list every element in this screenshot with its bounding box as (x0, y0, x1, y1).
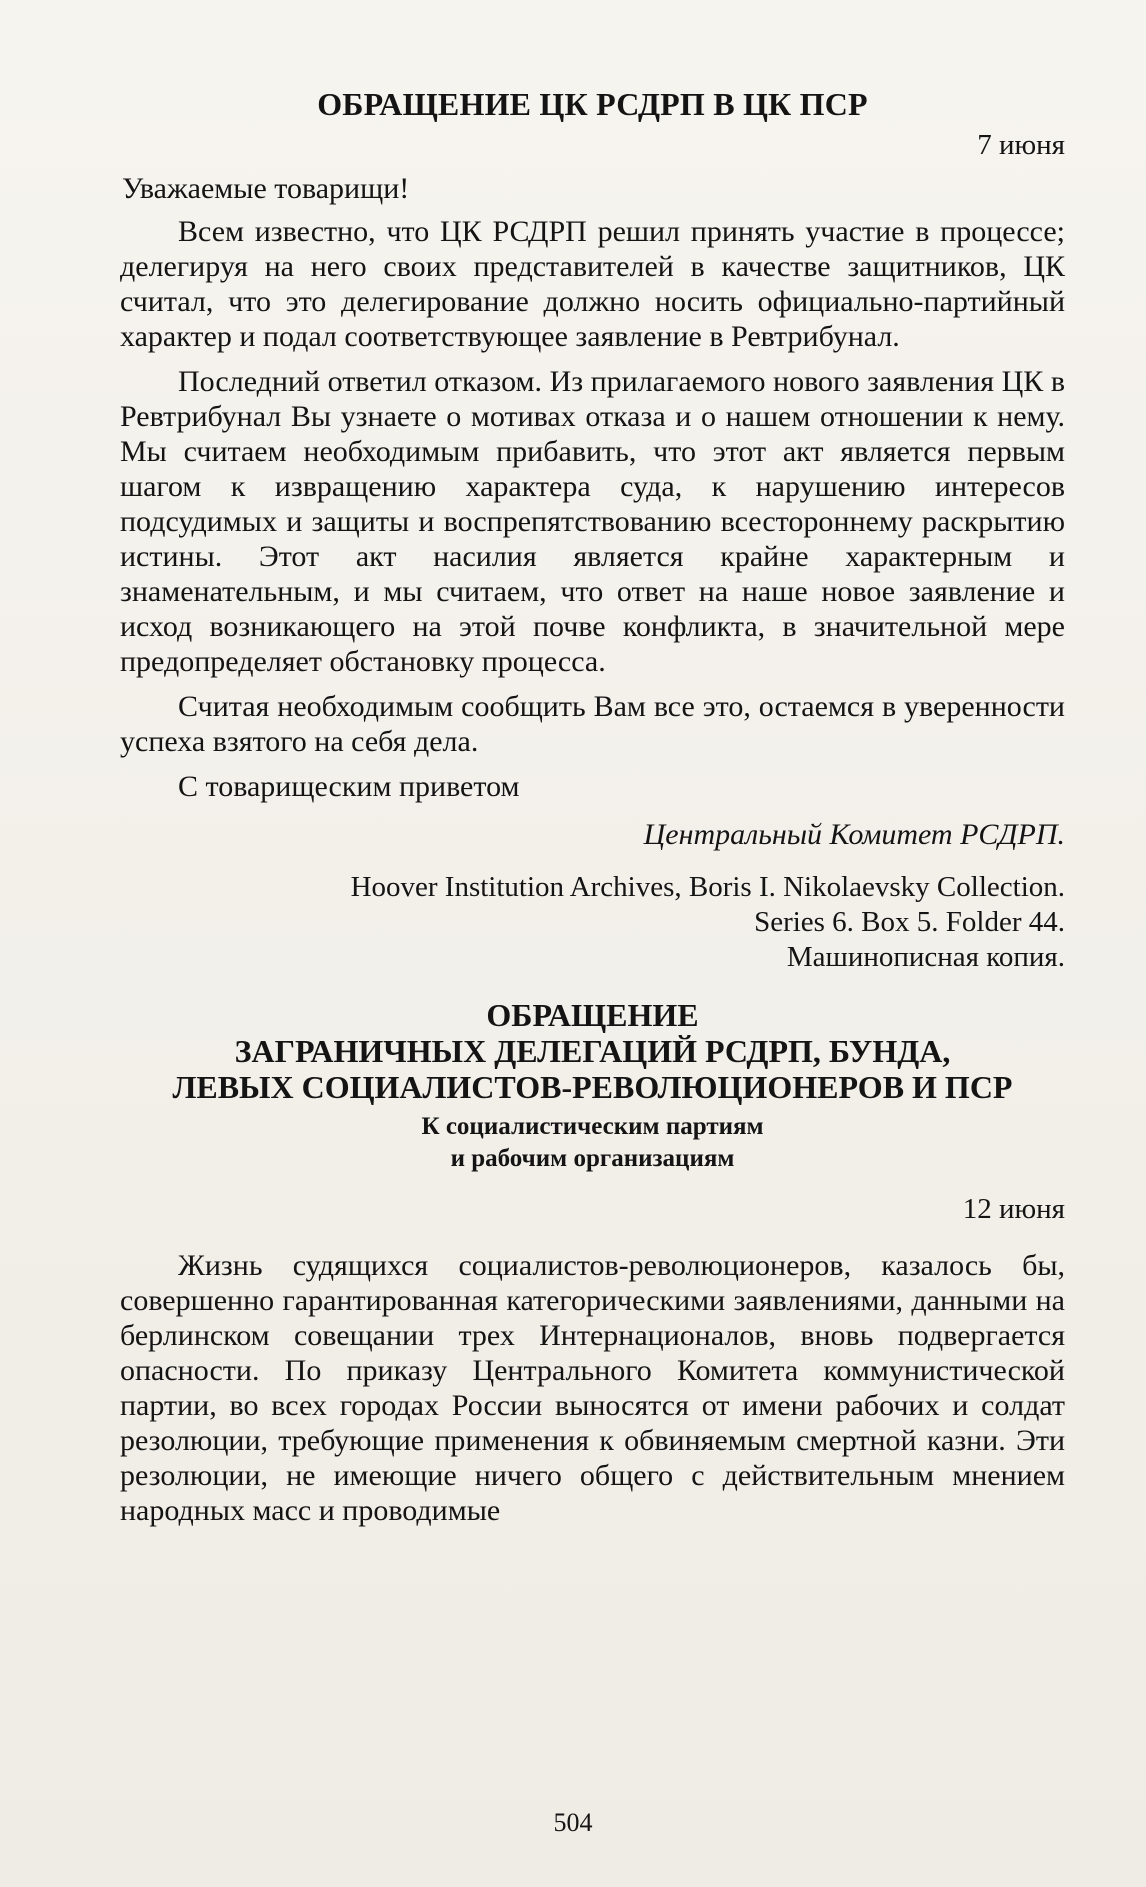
source-line-1: Hoover Institution Archives, Boris I. Nikolaevsky Collection. (350, 871, 1065, 903)
doc1-signature: Центральный Комитет РСДРП. (643, 818, 1065, 851)
doc1-closing: С товарищеским приветом (178, 770, 520, 803)
doc2-subtitle (120, 1111, 1065, 1175)
doc1-date: 7 июня (977, 129, 1065, 161)
doc2-paragraph-1: Жизнь судящихся социалистов-революционеров, казалось бы, совершенно гарантированная категорическими заявлениями, данными на берлинском совещании трех Интернационалов, вновь подвергается опасности. По приказу Центрального Комитета коммунистической партии, во всех городах России выносятся от имени рабочих и солдат резолюции, требующие применения к обвиняемым смертной казни. Эти резолюции, не имеющие ничего общего с действительным мнением народных масс и проводимые (120, 1249, 1065, 1527)
doc2-subtitle-line-2: и рабочим организациям (450, 1145, 735, 1172)
doc1-title: ОБРАЩЕНИЕ ЦК РСДРП В ЦК ПСР (317, 86, 868, 122)
doc2-title-line-2: ЗАГРАНИЧНЫХ ДЕЛЕГАЦИЙ РСДРП, БУНДА, (234, 1033, 951, 1069)
doc2-title-line-3: ЛЕВЫХ СОЦИАЛИСТОВ-РЕВОЛЮЦИОНЕРОВ И ПСР (172, 1069, 1013, 1105)
source-line-2: Series 6. Box 5. Folder 44. (754, 906, 1065, 938)
doc1-source (120, 870, 1065, 975)
doc2-title-line-1: ОБРАЩЕНИЕ (486, 997, 699, 1033)
doc2-date: 12 июня (962, 1193, 1065, 1225)
doc1-greeting: Уважаемые товарищи! (122, 172, 410, 205)
doc1-paragraph-2: Последний ответил отказом. Из прилагаемого нового заявления ЦК в Ревтрибунал Вы узнаете о мотивах отказа и о нашем отношении к нему. Мы считаем необходимым прибавить, что этот акт является первым шагом к извращению характера суда, к нарушению интересов подсудимых и защиты и воспрепятствованию всестороннему раскрытию истины. Этот акт насилия является крайне характерным и знаменательным, и мы считаем, что ответ на наше новое заявление и исход возникающего на этой почве конфликта, в значительной мере предопределяет обстановку процесса. (120, 365, 1065, 678)
doc2-title (120, 997, 1065, 1105)
doc1-paragraph-3: Считая необходимым сообщить Вам все это, остаемся в уверенности успеха взятого на себя дела. (120, 690, 1065, 758)
source-line-3: Машинописная копия. (786, 941, 1065, 973)
page-number: 504 (553, 1808, 593, 1837)
doc2-subtitle-line-1: К социалистическим партиям (421, 1113, 764, 1140)
page-content (120, 86, 1065, 1528)
doc1-paragraph-1: Всем известно, что ЦК РСДРП решил принять участие в процессе; делегируя на него своих представителей в качестве защитников, ЦК считал, что это делегирование должно носить официально-партийный характер и подал соответствующее заявление в Ревтрибунал. (120, 215, 1065, 353)
